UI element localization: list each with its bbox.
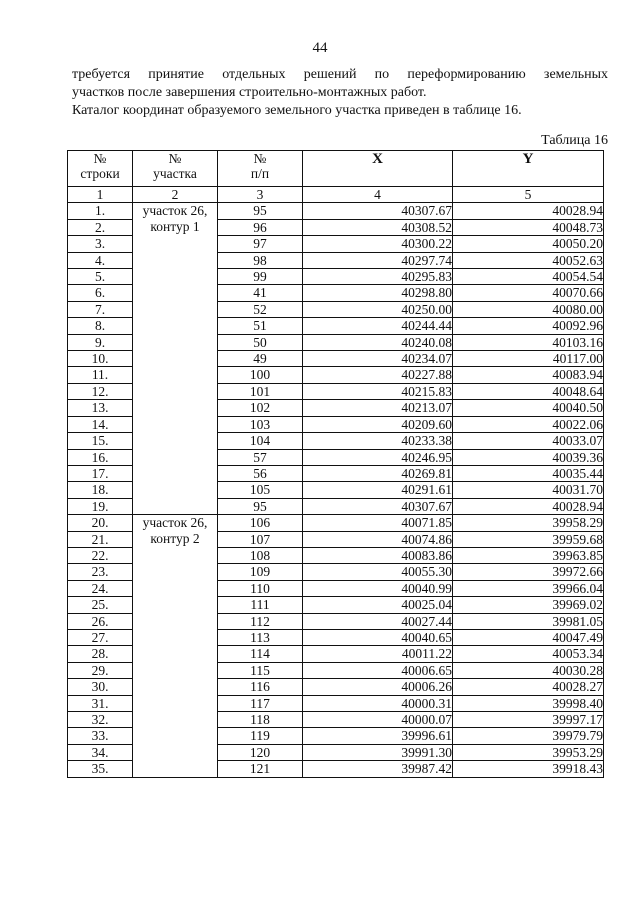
header-point-number bbox=[218, 151, 303, 187]
intro-paragraph-line-1: требуется принятие отдельных решений по переформированию земельных bbox=[72, 67, 608, 82]
table-caption: Таблица 16 bbox=[541, 133, 608, 148]
column-number: 3 bbox=[218, 187, 303, 203]
plot-cell bbox=[133, 449, 218, 465]
x-coordinate-cell: 39991.30 bbox=[303, 744, 453, 760]
point-number-cell: 106 bbox=[218, 515, 303, 531]
plot-label-line: контур 1 bbox=[150, 219, 200, 235]
x-coordinate-cell: 40307.67 bbox=[303, 203, 453, 219]
point-number-cell: 115 bbox=[218, 662, 303, 678]
table-row bbox=[68, 367, 604, 383]
y-coordinate-cell: 40028.94 bbox=[453, 203, 604, 219]
point-number-cell: 100 bbox=[218, 367, 303, 383]
point-number-cell: 108 bbox=[218, 547, 303, 563]
row-number-cell: 5. bbox=[68, 269, 133, 285]
table-row bbox=[68, 203, 604, 219]
header-plot-number-line-2: участка bbox=[153, 166, 197, 182]
x-coordinate-cell: 40000.07 bbox=[303, 712, 453, 728]
point-number-cell: 105 bbox=[218, 482, 303, 498]
table-row bbox=[68, 744, 604, 760]
x-coordinate-cell: 40055.30 bbox=[303, 564, 453, 580]
table-row bbox=[68, 564, 604, 580]
x-coordinate-cell: 40006.26 bbox=[303, 679, 453, 695]
row-number-cell: 32. bbox=[68, 712, 133, 728]
plot-cell bbox=[133, 728, 218, 744]
y-coordinate-cell: 40070.66 bbox=[453, 285, 604, 301]
table-row bbox=[68, 351, 604, 367]
table-row bbox=[68, 269, 604, 285]
page-number: 44 bbox=[312, 40, 328, 56]
row-number-cell: 18. bbox=[68, 482, 133, 498]
x-coordinate-cell: 40297.74 bbox=[303, 252, 453, 268]
point-number-cell: 114 bbox=[218, 646, 303, 662]
x-coordinate-cell: 40011.22 bbox=[303, 646, 453, 662]
plot-cell bbox=[133, 597, 218, 613]
row-number-cell: 9. bbox=[68, 334, 133, 350]
y-coordinate-cell: 40039.36 bbox=[453, 449, 604, 465]
row-number-cell: 13. bbox=[68, 400, 133, 416]
plot-cell bbox=[133, 285, 218, 301]
row-number-cell: 2. bbox=[68, 219, 133, 235]
row-number-cell: 16. bbox=[68, 449, 133, 465]
point-number-cell: 95 bbox=[218, 203, 303, 219]
point-number-cell: 97 bbox=[218, 236, 303, 252]
plot-cell bbox=[133, 629, 218, 645]
y-coordinate-cell: 40028.94 bbox=[453, 498, 604, 514]
point-number-cell: 112 bbox=[218, 613, 303, 629]
table-row bbox=[68, 416, 604, 432]
y-coordinate-cell: 40028.27 bbox=[453, 679, 604, 695]
point-number-cell: 119 bbox=[218, 728, 303, 744]
point-number-cell: 107 bbox=[218, 531, 303, 547]
table-row bbox=[68, 465, 604, 481]
table-row bbox=[68, 334, 604, 350]
table-row bbox=[68, 400, 604, 416]
table-row bbox=[68, 531, 604, 547]
x-coordinate-cell: 40213.07 bbox=[303, 400, 453, 416]
plot-cell bbox=[133, 482, 218, 498]
x-coordinate-cell: 40298.80 bbox=[303, 285, 453, 301]
header-x: X bbox=[303, 151, 453, 187]
table-row bbox=[68, 383, 604, 399]
plot-cell bbox=[133, 547, 218, 563]
point-number-cell: 118 bbox=[218, 712, 303, 728]
table-header-row bbox=[68, 151, 604, 187]
plot-label-line: контур 2 bbox=[150, 531, 200, 547]
y-coordinate-cell: 39963.85 bbox=[453, 547, 604, 563]
plot-cell bbox=[133, 236, 218, 252]
table-row bbox=[68, 301, 604, 317]
y-coordinate-cell: 39958.29 bbox=[453, 515, 604, 531]
plot-cell bbox=[133, 498, 218, 514]
x-coordinate-cell: 39987.42 bbox=[303, 761, 453, 777]
x-coordinate-cell: 39996.61 bbox=[303, 728, 453, 744]
table-row bbox=[68, 547, 604, 563]
x-coordinate-cell: 40000.31 bbox=[303, 695, 453, 711]
y-coordinate-cell: 39972.66 bbox=[453, 564, 604, 580]
plot-cell bbox=[133, 301, 218, 317]
point-number-cell: 110 bbox=[218, 580, 303, 596]
header-row-number-line-1: № bbox=[93, 151, 107, 166]
y-coordinate-cell: 40083.94 bbox=[453, 367, 604, 383]
x-coordinate-cell: 40246.95 bbox=[303, 449, 453, 465]
plot-cell bbox=[133, 334, 218, 350]
column-number-row bbox=[68, 187, 604, 203]
plot-cell bbox=[133, 613, 218, 629]
row-number-cell: 28. bbox=[68, 646, 133, 662]
point-number-cell: 120 bbox=[218, 744, 303, 760]
point-number-cell: 109 bbox=[218, 564, 303, 580]
header-point-number-line-2: п/п bbox=[250, 166, 270, 182]
table-row bbox=[68, 449, 604, 465]
coordinates-table bbox=[67, 150, 604, 778]
point-number-cell: 102 bbox=[218, 400, 303, 416]
plot-cell bbox=[133, 400, 218, 416]
column-number: 5 bbox=[453, 187, 604, 203]
table-row bbox=[68, 498, 604, 514]
x-coordinate-cell: 40300.22 bbox=[303, 236, 453, 252]
y-coordinate-cell: 40092.96 bbox=[453, 318, 604, 334]
x-coordinate-cell: 40074.86 bbox=[303, 531, 453, 547]
y-coordinate-cell: 39981.05 bbox=[453, 613, 604, 629]
x-coordinate-cell: 40071.85 bbox=[303, 515, 453, 531]
plot-cell bbox=[133, 564, 218, 580]
row-number-cell: 21. bbox=[68, 531, 133, 547]
point-number-cell: 117 bbox=[218, 695, 303, 711]
table-row bbox=[68, 728, 604, 744]
row-number-cell: 25. bbox=[68, 597, 133, 613]
point-number-cell: 113 bbox=[218, 629, 303, 645]
y-coordinate-cell: 40030.28 bbox=[453, 662, 604, 678]
y-coordinate-cell: 40052.63 bbox=[453, 252, 604, 268]
column-number: 1 bbox=[68, 187, 133, 203]
y-coordinate-cell: 40048.64 bbox=[453, 383, 604, 399]
x-coordinate-cell: 40250.00 bbox=[303, 301, 453, 317]
row-number-cell: 7. bbox=[68, 301, 133, 317]
plot-cell bbox=[133, 252, 218, 268]
row-number-cell: 31. bbox=[68, 695, 133, 711]
header-y: Y bbox=[453, 151, 604, 187]
row-number-cell: 8. bbox=[68, 318, 133, 334]
point-number-cell: 111 bbox=[218, 597, 303, 613]
column-number: 4 bbox=[303, 187, 453, 203]
plot-cell bbox=[133, 646, 218, 662]
row-number-cell: 20. bbox=[68, 515, 133, 531]
table-row bbox=[68, 219, 604, 235]
y-coordinate-cell: 39997.17 bbox=[453, 712, 604, 728]
y-coordinate-cell: 39998.40 bbox=[453, 695, 604, 711]
x-coordinate-cell: 40308.52 bbox=[303, 219, 453, 235]
plot-label-line: участок 26, bbox=[142, 515, 208, 531]
point-number-cell: 103 bbox=[218, 416, 303, 432]
point-number-cell: 57 bbox=[218, 449, 303, 465]
plot-cell bbox=[133, 433, 218, 449]
y-coordinate-cell: 39953.29 bbox=[453, 744, 604, 760]
plot-cell bbox=[133, 367, 218, 383]
table-row bbox=[68, 252, 604, 268]
row-number-cell: 22. bbox=[68, 547, 133, 563]
x-coordinate-cell: 40040.99 bbox=[303, 580, 453, 596]
x-coordinate-cell: 40025.04 bbox=[303, 597, 453, 613]
table-row bbox=[68, 695, 604, 711]
row-number-cell: 1. bbox=[68, 203, 133, 219]
x-coordinate-cell: 40295.83 bbox=[303, 269, 453, 285]
point-number-cell: 51 bbox=[218, 318, 303, 334]
y-coordinate-cell: 40053.34 bbox=[453, 646, 604, 662]
row-number-cell: 23. bbox=[68, 564, 133, 580]
catalog-paragraph: Каталог координат образуемого земельного участка приведен в таблице 16. bbox=[72, 103, 522, 118]
x-coordinate-cell: 40307.67 bbox=[303, 498, 453, 514]
y-coordinate-cell: 40080.00 bbox=[453, 301, 604, 317]
point-number-cell: 52 bbox=[218, 301, 303, 317]
column-number: 2 bbox=[133, 187, 218, 203]
point-number-cell: 41 bbox=[218, 285, 303, 301]
y-coordinate-cell: 40040.50 bbox=[453, 400, 604, 416]
table-row bbox=[68, 597, 604, 613]
y-coordinate-cell: 40033.07 bbox=[453, 433, 604, 449]
y-coordinate-cell: 39959.68 bbox=[453, 531, 604, 547]
header-point-number-line-1: № bbox=[253, 151, 267, 166]
row-number-cell: 27. bbox=[68, 629, 133, 645]
row-number-cell: 17. bbox=[68, 465, 133, 481]
x-coordinate-cell: 40209.60 bbox=[303, 416, 453, 432]
y-coordinate-cell: 40022.06 bbox=[453, 416, 604, 432]
x-coordinate-cell: 40215.83 bbox=[303, 383, 453, 399]
x-coordinate-cell: 40291.61 bbox=[303, 482, 453, 498]
y-coordinate-cell: 40035.44 bbox=[453, 465, 604, 481]
x-coordinate-cell: 40040.65 bbox=[303, 629, 453, 645]
row-number-cell: 29. bbox=[68, 662, 133, 678]
table-row bbox=[68, 712, 604, 728]
intro-paragraph bbox=[72, 66, 608, 102]
point-number-cell: 49 bbox=[218, 351, 303, 367]
y-coordinate-cell: 40048.73 bbox=[453, 219, 604, 235]
y-coordinate-cell: 40031.70 bbox=[453, 482, 604, 498]
x-coordinate-cell: 40244.44 bbox=[303, 318, 453, 334]
x-coordinate-cell: 40083.86 bbox=[303, 547, 453, 563]
point-number-cell: 116 bbox=[218, 679, 303, 695]
table-row bbox=[68, 515, 604, 531]
row-number-cell: 35. bbox=[68, 761, 133, 777]
table-row bbox=[68, 482, 604, 498]
table-row bbox=[68, 613, 604, 629]
plot-cell bbox=[133, 744, 218, 760]
header-row-number-line-2: строки bbox=[80, 166, 120, 182]
row-number-cell: 10. bbox=[68, 351, 133, 367]
x-coordinate-cell: 40227.88 bbox=[303, 367, 453, 383]
row-number-cell: 19. bbox=[68, 498, 133, 514]
plot-cell bbox=[133, 351, 218, 367]
x-coordinate-cell: 40234.07 bbox=[303, 351, 453, 367]
plot-cell bbox=[133, 761, 218, 777]
table-row bbox=[68, 236, 604, 252]
table-row bbox=[68, 761, 604, 777]
plot-cell bbox=[133, 679, 218, 695]
table-row bbox=[68, 318, 604, 334]
point-number-cell: 101 bbox=[218, 383, 303, 399]
row-number-cell: 34. bbox=[68, 744, 133, 760]
y-coordinate-cell: 40047.49 bbox=[453, 629, 604, 645]
x-coordinate-cell: 40233.38 bbox=[303, 433, 453, 449]
point-number-cell: 56 bbox=[218, 465, 303, 481]
plot-cell bbox=[133, 416, 218, 432]
row-number-cell: 14. bbox=[68, 416, 133, 432]
plot-label-line: участок 26, bbox=[142, 203, 208, 219]
y-coordinate-cell: 39966.04 bbox=[453, 580, 604, 596]
plot-cell bbox=[133, 383, 218, 399]
y-coordinate-cell: 39979.79 bbox=[453, 728, 604, 744]
x-coordinate-cell: 40240.08 bbox=[303, 334, 453, 350]
y-coordinate-cell: 40103.16 bbox=[453, 334, 604, 350]
plot-cell bbox=[133, 662, 218, 678]
row-number-cell: 33. bbox=[68, 728, 133, 744]
table-row bbox=[68, 580, 604, 596]
header-plot-number bbox=[133, 151, 218, 187]
row-number-cell: 24. bbox=[68, 580, 133, 596]
table-body bbox=[68, 203, 604, 777]
table-row bbox=[68, 629, 604, 645]
plot-cell bbox=[133, 318, 218, 334]
plot-cell bbox=[133, 203, 218, 219]
row-number-cell: 3. bbox=[68, 236, 133, 252]
y-coordinate-cell: 40117.00 bbox=[453, 351, 604, 367]
plot-cell bbox=[133, 269, 218, 285]
y-coordinate-cell: 39918.43 bbox=[453, 761, 604, 777]
row-number-cell: 30. bbox=[68, 679, 133, 695]
row-number-cell: 6. bbox=[68, 285, 133, 301]
plot-cell bbox=[133, 465, 218, 481]
table-row bbox=[68, 433, 604, 449]
plot-cell bbox=[133, 515, 218, 531]
point-number-cell: 99 bbox=[218, 269, 303, 285]
plot-cell bbox=[133, 695, 218, 711]
table-row bbox=[68, 662, 604, 678]
intro-paragraph-line-2: участков после завершения строительно-монтажных работ. bbox=[72, 85, 427, 100]
x-coordinate-cell: 40006.65 bbox=[303, 662, 453, 678]
table-row bbox=[68, 679, 604, 695]
plot-cell bbox=[133, 712, 218, 728]
point-number-cell: 95 bbox=[218, 498, 303, 514]
point-number-cell: 50 bbox=[218, 334, 303, 350]
table-row bbox=[68, 646, 604, 662]
y-coordinate-cell: 40054.54 bbox=[453, 269, 604, 285]
y-coordinate-cell: 39969.02 bbox=[453, 597, 604, 613]
plot-cell bbox=[133, 580, 218, 596]
x-coordinate-cell: 40027.44 bbox=[303, 613, 453, 629]
point-number-cell: 98 bbox=[218, 252, 303, 268]
row-number-cell: 4. bbox=[68, 252, 133, 268]
x-coordinate-cell: 40269.81 bbox=[303, 465, 453, 481]
point-number-cell: 104 bbox=[218, 433, 303, 449]
row-number-cell: 11. bbox=[68, 367, 133, 383]
header-row-number bbox=[68, 151, 133, 187]
point-number-cell: 121 bbox=[218, 761, 303, 777]
plot-cell bbox=[133, 219, 218, 235]
row-number-cell: 15. bbox=[68, 433, 133, 449]
plot-cell bbox=[133, 531, 218, 547]
row-number-cell: 26. bbox=[68, 613, 133, 629]
header-plot-number-line-1: № bbox=[168, 151, 182, 166]
y-coordinate-cell: 40050.20 bbox=[453, 236, 604, 252]
row-number-cell: 12. bbox=[68, 383, 133, 399]
point-number-cell: 96 bbox=[218, 219, 303, 235]
table-row bbox=[68, 285, 604, 301]
